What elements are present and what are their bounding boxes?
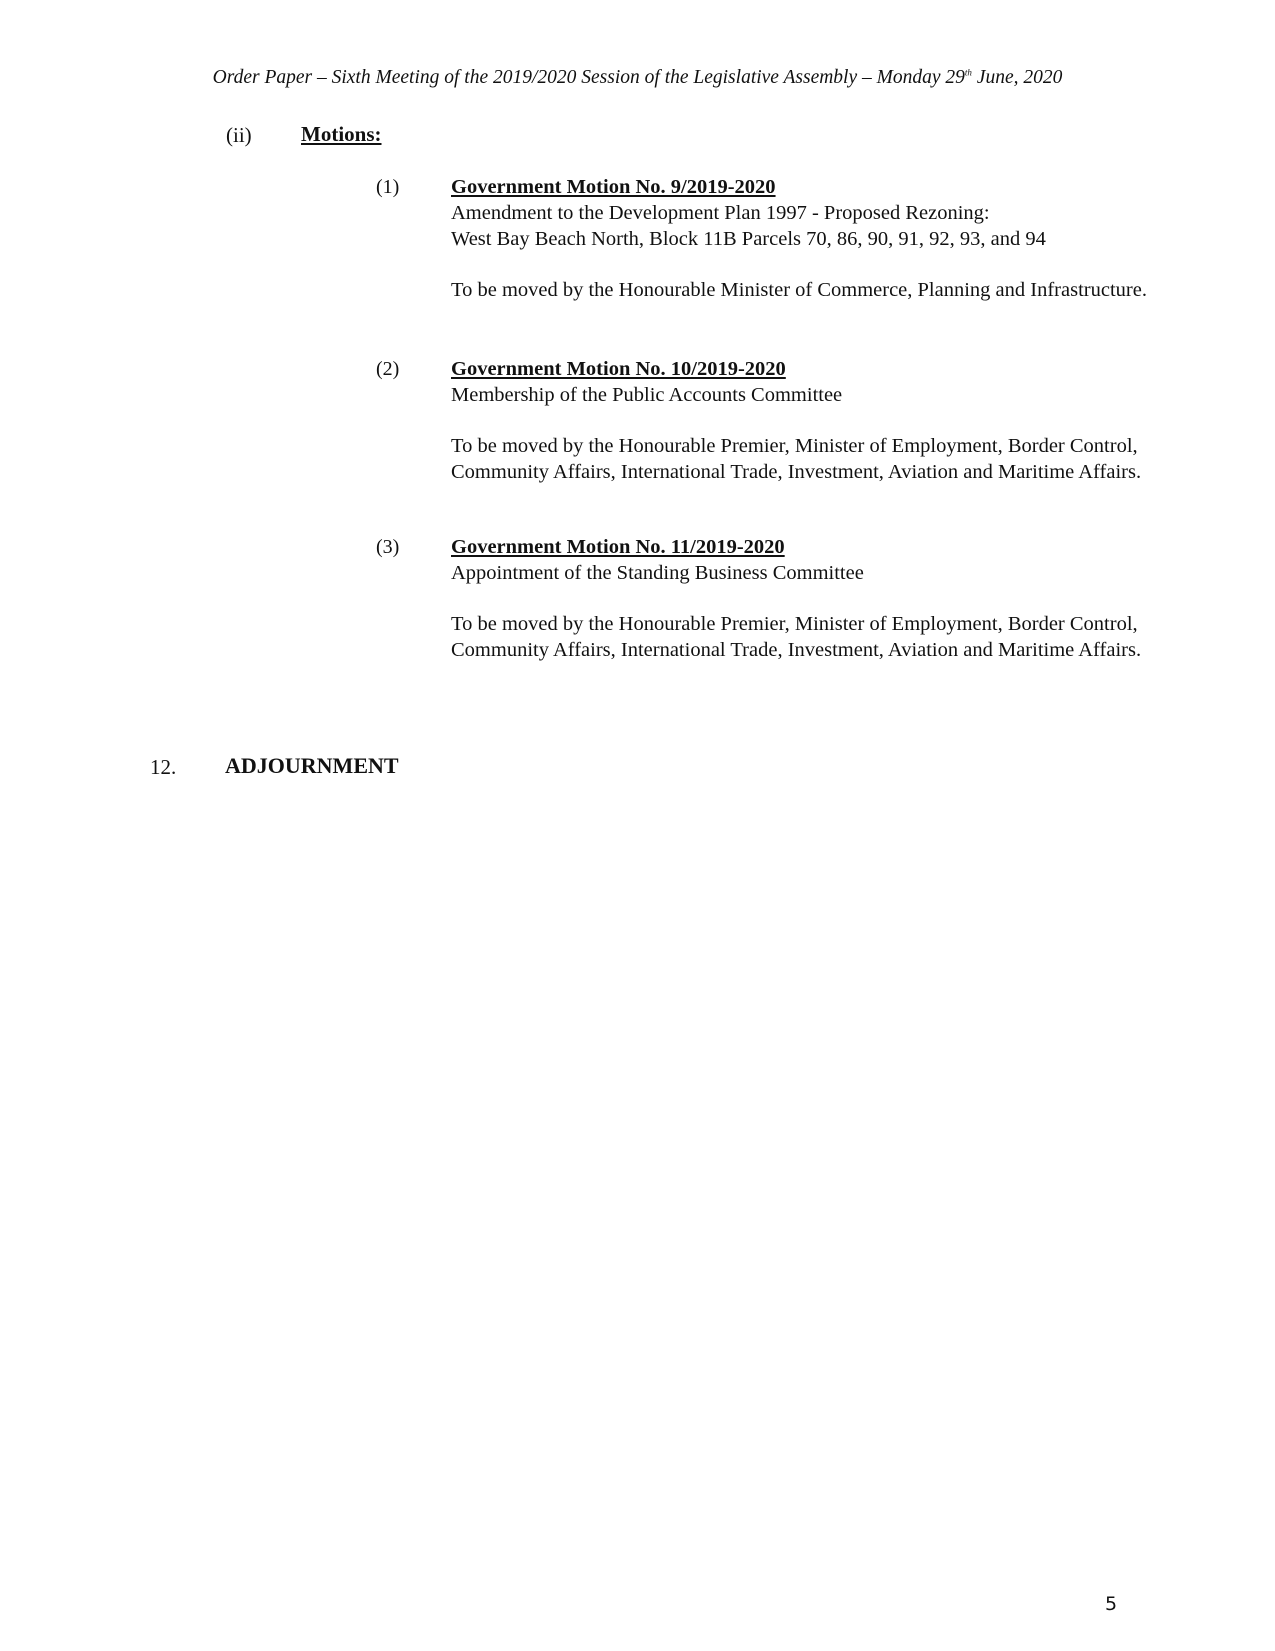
section-title: ADJOURNMENT bbox=[225, 753, 399, 778]
motion-body bbox=[451, 534, 1151, 663]
motion-description: Amendment to the Development Plan 1997 - Proposed Rezoning: West Bay Beach North, Block 11B Parcels 70, 86, 90, 91, 92, 93, and 94 bbox=[451, 202, 1046, 250]
motion-description: Appointment of the Standing Business Committee bbox=[451, 562, 864, 584]
subsection-title: Motions: bbox=[301, 122, 382, 146]
section-number: 12. bbox=[150, 755, 177, 779]
running-header-text: Order Paper – Sixth Meeting of the 2019/2020 Session of the Legislative Assembly – Monday 29 bbox=[212, 67, 965, 88]
running-header-date: June, 2020 bbox=[971, 67, 1063, 88]
page-number: 5 bbox=[1105, 1593, 1118, 1615]
motion-title: Government Motion No. 11/2019-2020 bbox=[451, 536, 785, 558]
motion-mover: To be moved by the Honourable Premier, Minister of Employment, Border Control, Community Affairs, International Trade, Investment, Aviation and Maritime Affairs. bbox=[451, 613, 1142, 661]
motion-mover: To be moved by the Honourable Minister of Commerce, Planning and Infrastructure. bbox=[451, 279, 1147, 301]
subsection-label: (ii) bbox=[226, 123, 252, 147]
motion-body bbox=[451, 174, 1151, 303]
running-header bbox=[0, 66, 1275, 90]
motion-title: Government Motion No. 10/2019-2020 bbox=[451, 358, 786, 380]
motion-description: Membership of the Public Accounts Committee bbox=[451, 384, 843, 406]
motion-mover: To be moved by the Honourable Premier, Minister of Employment, Border Control, Community Affairs, International Trade, Investment, Aviation and Maritime Affairs. bbox=[451, 435, 1142, 483]
motion-number: (1) bbox=[376, 176, 400, 198]
motion-body bbox=[451, 356, 1151, 485]
motion-number: (3) bbox=[376, 536, 400, 558]
motion-number: (2) bbox=[376, 358, 400, 380]
running-header-superscript: th bbox=[964, 67, 972, 78]
motion-title: Government Motion No. 9/2019-2020 bbox=[451, 176, 776, 198]
